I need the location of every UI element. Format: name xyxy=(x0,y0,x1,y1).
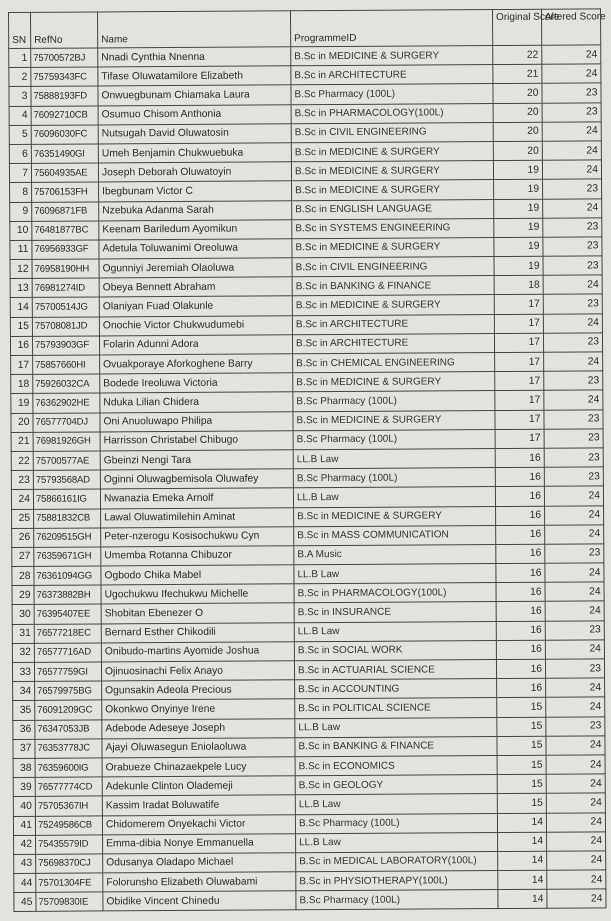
cell-original-score: 15 xyxy=(497,698,546,717)
cell-original-score: 18 xyxy=(494,275,543,294)
cell-sn: 6 xyxy=(9,144,31,163)
cell-altered-score: 24 xyxy=(542,141,601,161)
cell-refno: 75249586CB xyxy=(35,815,102,835)
cell-refno: 76395407EE xyxy=(34,604,101,624)
cell-sn: 19 xyxy=(11,394,33,413)
cell-sn: 32 xyxy=(12,643,34,662)
cell-original-score: 17 xyxy=(494,295,543,314)
cell-sn: 30 xyxy=(12,605,34,624)
cell-original-score: 15 xyxy=(497,717,546,736)
cell-altered-score: 24 xyxy=(547,870,606,890)
cell-programme: B.Sc in MEDICINE & SURGERY xyxy=(293,372,495,392)
cell-sn: 36 xyxy=(13,720,35,739)
cell-refno: 75926032CA xyxy=(33,374,100,394)
cell-original-score: 16 xyxy=(496,544,545,563)
cell-name: Nnadi Cynthia Nnenna xyxy=(98,47,291,67)
cell-altered-score: 23 xyxy=(544,429,603,449)
cell-sn: 39 xyxy=(13,777,35,796)
cell-refno: 76577774CD xyxy=(35,777,102,797)
cell-original-score: 19 xyxy=(494,199,543,218)
cell-sn: 9 xyxy=(10,202,32,221)
cell-altered-score: 23 xyxy=(545,659,604,679)
cell-sn: 20 xyxy=(11,413,33,432)
cell-original-score: 22 xyxy=(493,45,542,64)
cell-name: Emma-dibia Nonye Emmanuella xyxy=(103,833,296,853)
cell-original-score: 19 xyxy=(494,180,543,199)
cell-programme: B.Sc in MEDICINE & SURGERY xyxy=(292,237,494,257)
cell-sn: 42 xyxy=(14,835,36,854)
cell-altered-score: 24 xyxy=(547,832,606,852)
score-table xyxy=(8,8,606,912)
cell-original-score: 19 xyxy=(493,160,542,179)
cell-original-score: 17 xyxy=(495,410,544,429)
cell-refno: 75705367IH xyxy=(35,796,102,816)
cell-programme: B.Sc in ARCHITECTURE xyxy=(291,65,493,85)
cell-original-score: 16 xyxy=(495,448,544,467)
cell-name: Ibegbunam Victor C xyxy=(99,181,292,201)
cell-name: Peter-nzerogu Kosisochukwu Cyn xyxy=(101,526,294,546)
cell-refno: 76351490GI xyxy=(31,144,98,164)
cell-refno: 75888193FD xyxy=(31,86,98,106)
cell-altered-score: 23 xyxy=(544,371,603,391)
cell-sn: 13 xyxy=(10,279,32,298)
cell-refno: 75604935AE xyxy=(31,163,98,183)
cell-altered-score: 24 xyxy=(545,640,604,660)
cell-programme: B.Sc in ARCHITECTURE xyxy=(292,333,494,353)
cell-sn: 38 xyxy=(13,758,35,777)
cell-sn: 21 xyxy=(11,432,33,451)
cell-original-score: 17 xyxy=(495,429,544,448)
cell-sn: 4 xyxy=(9,106,31,125)
cell-original-score: 16 xyxy=(496,525,545,544)
cell-original-score: 16 xyxy=(496,621,545,640)
cell-original-score: 14 xyxy=(498,832,547,851)
cell-name: Folorunsho Elizabeth Oluwabami xyxy=(103,872,296,892)
cell-altered-score: 24 xyxy=(545,563,604,583)
cell-sn: 14 xyxy=(10,298,32,317)
cell-original-score: 19 xyxy=(494,237,543,256)
cell-sn: 40 xyxy=(13,797,35,816)
header-sn: SN xyxy=(9,12,31,48)
cell-refno: 75706153FH xyxy=(32,182,99,202)
cell-name: Ogbodo Chika Mabel xyxy=(101,565,294,585)
cell-altered-score: 24 xyxy=(547,851,606,871)
cell-name: Ajayi Oluwasegun Eniolaoluwa xyxy=(102,738,295,758)
cell-programme: B.Sc Pharmacy (100L) xyxy=(295,813,497,833)
cell-refno: 75881832CB xyxy=(34,508,101,528)
cell-original-score: 17 xyxy=(495,371,544,390)
cell-sn: 23 xyxy=(11,470,33,489)
cell-sn: 8 xyxy=(10,183,32,202)
cell-refno: 76362902HE xyxy=(33,393,100,413)
cell-name: Bernard Esther Chikodili xyxy=(101,622,294,642)
header-refno: RefNo xyxy=(31,12,98,48)
cell-altered-score: 23 xyxy=(544,467,603,487)
cell-altered-score: 23 xyxy=(546,716,605,736)
cell-name: Nwanazia Emeka Arnolf xyxy=(100,488,293,508)
cell-original-score: 20 xyxy=(493,84,542,103)
cell-name: Bodede Ireoluwa Victoria xyxy=(100,373,293,393)
cell-programme: B.Sc in ENGLISH LANGUAGE xyxy=(292,199,494,219)
cell-programme: LL.B Law xyxy=(293,487,495,507)
cell-altered-score: 24 xyxy=(544,390,603,410)
cell-name: Nduka Lilian Chidera xyxy=(100,392,293,412)
cell-programme: B.Sc in ACTUARIAL SCIENCE xyxy=(294,660,496,680)
cell-altered-score: 24 xyxy=(542,45,601,65)
cell-name: Shobitan Ebenezer O xyxy=(101,603,294,623)
cell-programme: LL.B Law xyxy=(294,621,496,641)
cell-altered-score: 23 xyxy=(542,102,601,122)
cell-programme: B.Sc in SYSTEMS ENGINEERING xyxy=(292,218,494,238)
cell-altered-score: 24 xyxy=(546,736,605,756)
cell-sn: 26 xyxy=(12,528,34,547)
cell-programme: B.Sc in BANKING & FINANCE xyxy=(295,736,497,756)
cell-refno: 76577218EC xyxy=(34,624,101,644)
cell-programme: B.Sc Pharmacy (100L) xyxy=(293,468,495,488)
cell-altered-score: 24 xyxy=(546,793,605,813)
cell-altered-score: 24 xyxy=(542,122,601,142)
cell-refno: 76577716AD xyxy=(34,643,101,663)
cell-programme: B.Sc in MEDICAL LABORATORY(100L) xyxy=(296,851,498,871)
cell-sn: 3 xyxy=(9,87,31,106)
cell-refno: 75700572BJ xyxy=(31,48,98,68)
cell-refno: 75700577AE xyxy=(33,451,100,471)
table-row xyxy=(14,889,606,912)
cell-original-score: 16 xyxy=(497,678,546,697)
cell-refno: 75709830IE xyxy=(36,892,103,912)
cell-name: Lawal Oluwatimilehin Aminat xyxy=(101,507,294,527)
cell-name: Ogunniyi Jeremiah Olaoluwa xyxy=(99,258,292,278)
cell-refno: 75698370CJ xyxy=(36,854,103,874)
cell-original-score: 14 xyxy=(497,813,546,832)
cell-altered-score: 23 xyxy=(542,83,601,103)
cell-name: Obeya Bennett Abraham xyxy=(99,277,292,297)
cell-altered-score: 24 xyxy=(545,601,604,621)
cell-original-score: 16 xyxy=(495,487,544,506)
cell-name: Tifase Oluwatamilore Elizabeth xyxy=(98,66,291,86)
cell-altered-score: 24 xyxy=(542,64,601,84)
table-header xyxy=(9,9,601,49)
cell-sn: 1 xyxy=(9,48,31,67)
cell-original-score: 19 xyxy=(494,218,543,237)
cell-original-score: 16 xyxy=(496,582,545,601)
cell-refno: 76981274ID xyxy=(32,278,99,298)
cell-sn: 2 xyxy=(9,68,31,87)
cell-refno: 76577759GI xyxy=(34,662,101,682)
cell-refno: 76092710CB xyxy=(31,106,98,126)
cell-altered-score: 24 xyxy=(546,697,605,717)
cell-sn: 31 xyxy=(12,624,34,643)
cell-refno: 75793568AD xyxy=(33,470,100,490)
cell-altered-score: 24 xyxy=(546,774,605,794)
cell-programme: B.A Music xyxy=(294,544,496,564)
cell-altered-score: 24 xyxy=(545,525,604,545)
cell-programme: B.Sc in ACCOUNTING xyxy=(295,679,497,699)
cell-programme: B.Sc in MEDICINE & SURGERY xyxy=(292,295,494,315)
cell-original-score: 17 xyxy=(495,352,544,371)
cell-name: Orabueze Chinazaekpele Lucy xyxy=(102,757,295,777)
cell-altered-score: 23 xyxy=(544,448,603,468)
cell-sn: 28 xyxy=(12,566,34,585)
cell-name: Onochie Victor Chukwudumebi xyxy=(99,315,292,335)
cell-programme: B.Sc in POLITICAL SCIENCE xyxy=(295,698,497,718)
cell-altered-score: 23 xyxy=(545,544,604,564)
cell-refno: 76091209GC xyxy=(35,700,102,720)
cell-refno: 76096030FC xyxy=(31,125,98,145)
cell-sn: 27 xyxy=(12,547,34,566)
cell-name: Obidike Vincent Chinedu xyxy=(103,891,296,911)
cell-programme: B.Sc in MEDICINE & SURGERY xyxy=(292,180,494,200)
cell-name: Harrisson Christabel Chibugo xyxy=(100,431,293,451)
cell-original-score: 14 xyxy=(498,889,547,908)
cell-sn: 37 xyxy=(13,739,35,758)
cell-programme: B.Sc Pharmacy (100L) xyxy=(293,429,495,449)
cell-sn: 7 xyxy=(9,163,31,182)
cell-programme: B.Sc in ECONOMICS xyxy=(295,755,497,775)
cell-altered-score: 24 xyxy=(544,486,603,506)
cell-refno: 75701304FE xyxy=(36,873,103,893)
cell-altered-score: 24 xyxy=(543,198,602,218)
cell-original-score: 20 xyxy=(493,103,542,122)
cell-programme: B.Sc in SOCIAL WORK xyxy=(294,640,496,660)
cell-original-score: 16 xyxy=(496,506,545,525)
cell-sn: 12 xyxy=(10,259,32,278)
cell-programme: B.Sc in MEDICINE & SURGERY xyxy=(294,506,496,526)
cell-sn: 10 xyxy=(10,221,32,240)
cell-sn: 17 xyxy=(11,355,33,374)
cell-altered-score: 24 xyxy=(546,755,605,775)
cell-sn: 5 xyxy=(9,125,31,144)
cell-refno: 75759343FC xyxy=(31,67,98,87)
cell-refno: 75793903GF xyxy=(32,336,99,356)
cell-original-score: 16 xyxy=(495,467,544,486)
cell-original-score: 17 xyxy=(494,333,543,352)
cell-sn: 43 xyxy=(14,854,36,873)
cell-sn: 33 xyxy=(12,662,34,681)
cell-altered-score: 24 xyxy=(545,582,604,602)
cell-name: Kassim Iradat Boluwatife xyxy=(102,795,295,815)
cell-refno: 76361094GG xyxy=(34,566,101,586)
cell-refno: 76958190HH xyxy=(32,259,99,279)
cell-name: Umemba Rotanna Chibuzor xyxy=(101,546,294,566)
cell-refno: 76481877BC xyxy=(32,221,99,241)
cell-programme: B.Sc in CIVIL ENGINEERING xyxy=(291,122,493,142)
header-programme: ProgrammeID xyxy=(290,10,492,47)
cell-sn: 11 xyxy=(10,240,32,259)
cell-altered-score: 23 xyxy=(543,179,602,199)
cell-altered-score: 24 xyxy=(545,505,604,525)
cell-altered-score: 24 xyxy=(547,889,606,909)
cell-name: Keenam Bariledum Ayomikun xyxy=(99,219,292,239)
cell-programme: B.Sc in MASS COMMUNICATION xyxy=(294,525,496,545)
cell-sn: 15 xyxy=(10,317,32,336)
cell-name: Onwuegbunam Chiamaka Laura xyxy=(98,85,291,105)
cell-programme: B.Sc in ARCHITECTURE xyxy=(292,314,494,334)
cell-refno: 76956933GF xyxy=(32,240,99,260)
cell-original-score: 15 xyxy=(497,774,546,793)
cell-sn: 45 xyxy=(14,893,36,912)
cell-programme: B.Sc in INSURANCE xyxy=(294,602,496,622)
cell-refno: 76359600IG xyxy=(35,758,102,778)
cell-original-score: 16 xyxy=(496,563,545,582)
cell-name: Adebode Adeseye Joseph xyxy=(102,718,295,738)
cell-original-score: 17 xyxy=(495,391,544,410)
cell-programme: B.Sc Pharmacy (100L) xyxy=(291,84,493,104)
cell-original-score: 16 xyxy=(496,602,545,621)
cell-programme: B.Sc in MEDICINE & SURGERY xyxy=(291,161,493,181)
cell-name: Osumuo Chisom Anthonia xyxy=(98,104,291,124)
cell-refno: 75435579ID xyxy=(36,835,103,855)
cell-name: Ojinuosinachi Felix Anayo xyxy=(101,661,294,681)
cell-sn: 35 xyxy=(13,701,35,720)
header-name: Name xyxy=(98,11,291,48)
cell-refno: 76359671GH xyxy=(34,547,101,567)
cell-programme: B.Sc in PHYSIOTHERAPY(100L) xyxy=(296,871,498,891)
cell-sn: 18 xyxy=(11,375,33,394)
cell-original-score: 20 xyxy=(493,122,542,141)
cell-sn: 24 xyxy=(11,490,33,509)
cell-original-score: 16 xyxy=(496,640,545,659)
cell-altered-score: 24 xyxy=(544,352,603,372)
cell-refno: 76579975BG xyxy=(35,681,102,701)
cell-original-score: 14 xyxy=(498,870,547,889)
cell-programme: B.Sc in MEDICINE & SURGERY xyxy=(293,410,495,430)
score-list-document xyxy=(8,8,605,912)
cell-programme: LL.B Law xyxy=(294,564,496,584)
cell-programme: B.Sc in MEDICINE & SURGERY xyxy=(291,46,493,66)
cell-refno: 76347053JB xyxy=(35,720,102,740)
cell-original-score: 16 xyxy=(496,659,545,678)
cell-programme: B.Sc Pharmacy (100L) xyxy=(296,890,498,910)
header-altered-score: Altered Score xyxy=(541,9,600,45)
cell-original-score: 15 xyxy=(497,755,546,774)
cell-programme: B.Sc in CIVIL ENGINEERING xyxy=(292,257,494,277)
header-original-score: Original Score xyxy=(492,9,541,45)
cell-name: Ugochukwu Ifechukwu Michelle xyxy=(101,584,294,604)
cell-altered-score: 23 xyxy=(543,294,602,314)
cell-name: Adekunle Clinton Olademeji xyxy=(102,776,295,796)
cell-altered-score: 23 xyxy=(544,409,603,429)
cell-programme: LL.B Law xyxy=(296,832,498,852)
cell-refno: 75866161IG xyxy=(33,489,100,509)
cell-name: Odusanya Oladapo Michael xyxy=(103,853,296,873)
cell-refno: 75700514JG xyxy=(32,297,99,317)
cell-sn: 22 xyxy=(11,451,33,470)
cell-sn: 34 xyxy=(13,682,35,701)
cell-sn: 44 xyxy=(14,873,36,892)
cell-name: Oginni Oluwagbemisola Oluwafey xyxy=(100,469,293,489)
cell-name: Onibudo-martins Ayomide Joshua xyxy=(101,642,294,662)
cell-original-score: 14 xyxy=(498,851,547,870)
cell-name: Oni Anuoluwapo Philipa xyxy=(100,411,293,431)
cell-programme: B.Sc in PHARMACOLOGY(100L) xyxy=(291,103,493,123)
cell-altered-score: 24 xyxy=(546,678,605,698)
cell-programme: LL.B Law xyxy=(293,448,495,468)
cell-refno: 76209515GH xyxy=(34,528,101,548)
cell-name: Okonkwo Onyinye Irene xyxy=(102,699,295,719)
cell-original-score: 15 xyxy=(497,736,546,755)
cell-name: Gbeinzi Nengi Tara xyxy=(100,450,293,470)
cell-original-score: 19 xyxy=(494,256,543,275)
cell-programme: B.Sc in BANKING & FINANCE xyxy=(292,276,494,296)
cell-name: Nutsugah David Oluwatosin xyxy=(98,124,291,144)
cell-name: Olaniyan Fuad Olakunle xyxy=(99,296,292,316)
cell-refno: 75857660HI xyxy=(33,355,100,375)
cell-original-score: 20 xyxy=(493,141,542,160)
cell-name: Nzebuka Adanma Sarah xyxy=(99,200,292,220)
cell-original-score: 15 xyxy=(497,794,546,813)
cell-original-score: 17 xyxy=(494,314,543,333)
cell-sn: 16 xyxy=(10,336,32,355)
cell-sn: 41 xyxy=(13,816,35,835)
cell-refno: 76096871FB xyxy=(32,201,99,221)
cell-altered-score: 24 xyxy=(546,812,605,832)
cell-refno: 76353778JC xyxy=(35,739,102,759)
cell-refno: 76577704DJ xyxy=(33,413,100,433)
cell-sn: 25 xyxy=(12,509,34,528)
cell-name: Ovuakporaye Aforkoghene Barry xyxy=(100,354,293,374)
cell-altered-score: 23 xyxy=(543,218,602,238)
cell-altered-score: 24 xyxy=(543,275,602,295)
cell-altered-score: 24 xyxy=(542,160,601,180)
cell-name: Ogunsakin Adeola Precious xyxy=(102,680,295,700)
cell-altered-score: 23 xyxy=(545,620,604,640)
cell-name: Adetula Toluwanimi Oreoluwa xyxy=(99,239,292,259)
cell-programme: B.Sc Pharmacy (100L) xyxy=(293,391,495,411)
cell-refno: 76373882BH xyxy=(34,585,101,605)
cell-programme: LL.B Law xyxy=(295,717,497,737)
cell-original-score: 21 xyxy=(493,64,542,83)
cell-programme: B.Sc in PHARMACOLOGY(100L) xyxy=(294,583,496,603)
cell-sn: 29 xyxy=(12,586,34,605)
cell-altered-score: 24 xyxy=(543,313,602,333)
cell-refno: 76981926GH xyxy=(33,432,100,452)
cell-altered-score: 23 xyxy=(543,256,602,276)
cell-programme: B.Sc in CHEMICAL ENGINEERING xyxy=(293,353,495,373)
cell-refno: 75708081JD xyxy=(32,317,99,337)
cell-altered-score: 23 xyxy=(543,333,602,353)
cell-name: Joseph Deborah Oluwatoyin xyxy=(98,162,291,182)
cell-name: Folarin Adunni Adora xyxy=(99,335,292,355)
cell-name: Chidomerem Onyekachi Victor xyxy=(102,814,295,834)
cell-programme: B.Sc in MEDICINE & SURGERY xyxy=(291,141,493,161)
cell-programme: LL.B Law xyxy=(295,794,497,814)
cell-altered-score: 23 xyxy=(543,237,602,257)
cell-name: Umeh Benjamin Chukwuebuka xyxy=(98,143,291,163)
cell-programme: B.Sc in GEOLOGY xyxy=(295,775,497,795)
